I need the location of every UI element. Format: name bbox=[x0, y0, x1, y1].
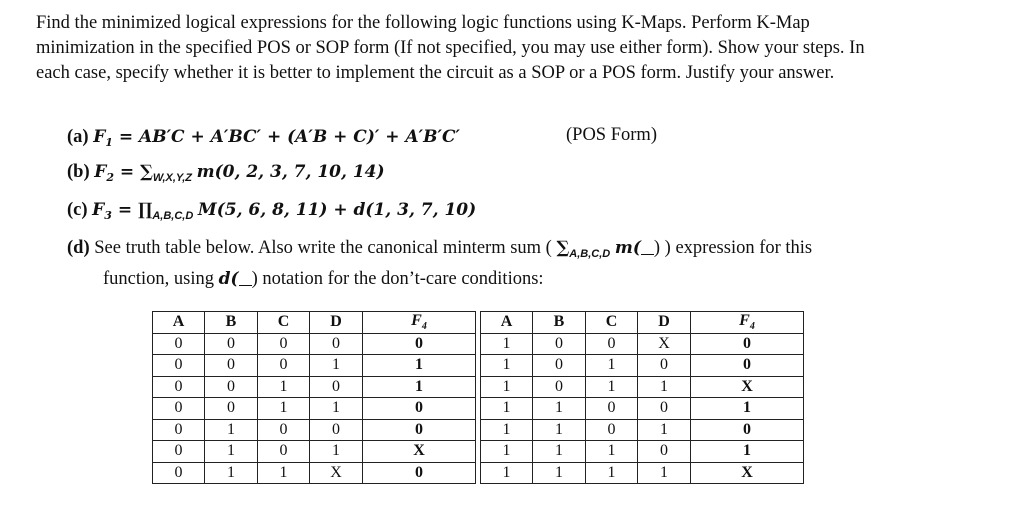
problem-b-label: (b) bbox=[67, 162, 90, 182]
table-row bbox=[153, 441, 476, 463]
problem-d-line2 bbox=[67, 267, 907, 292]
cell-a: 0 bbox=[153, 376, 205, 398]
cell-d: 1 bbox=[638, 462, 691, 484]
cell-a: 0 bbox=[153, 462, 205, 484]
header-c: C bbox=[586, 312, 638, 334]
table-row bbox=[481, 419, 804, 441]
problem-a-form: (POS Form) bbox=[566, 125, 657, 145]
problem-d-label: (d) bbox=[67, 238, 90, 258]
cell-d: 0 bbox=[638, 441, 691, 463]
problem-d-vars: A,B,C,D bbox=[569, 248, 611, 260]
cell-c: 1 bbox=[258, 376, 310, 398]
cell-f4: 0 bbox=[691, 355, 804, 377]
truth-table-right bbox=[480, 311, 804, 484]
cell-f4: 1 bbox=[691, 398, 804, 420]
header-c: C bbox=[258, 312, 310, 334]
table-row bbox=[153, 398, 476, 420]
header-f4: $F_4$ bbox=[691, 312, 804, 334]
problem-c-product-symbol: = ∏ bbox=[111, 200, 153, 220]
cell-b: 0 bbox=[205, 398, 258, 420]
header-d: D bbox=[638, 312, 691, 334]
table-row bbox=[153, 419, 476, 441]
cell-d: 1 bbox=[310, 441, 363, 463]
problem-d-text3: ) notation for the don’t-care conditions: bbox=[251, 269, 544, 289]
problem-c bbox=[67, 198, 476, 228]
problem-d bbox=[67, 236, 907, 292]
header-d: D bbox=[310, 312, 363, 334]
cell-d: 1 bbox=[638, 376, 691, 398]
cell-d: 1 bbox=[310, 398, 363, 420]
cell-a: 1 bbox=[481, 355, 533, 377]
cell-a: 0 bbox=[153, 441, 205, 463]
cell-a: 1 bbox=[481, 333, 533, 355]
problem-intro: Find the minimized logical expressions for the following logic functions using K-Maps. Perform K-Map minimization in the specified POS or SOP form (If not specified, you may use either form). Show your steps. In each case, specify whether it is better to implement the circuit as a SOP or a POS form. Justify your answer. bbox=[36, 13, 865, 83]
problem-d-close: ) ) expression for this bbox=[653, 238, 813, 258]
cell-f4: 0 bbox=[363, 398, 476, 420]
header-b: B bbox=[533, 312, 586, 334]
problem-b-sum-symbol: = ∑ bbox=[113, 162, 153, 182]
cell-a: 0 bbox=[153, 355, 205, 377]
cell-f4: 0 bbox=[363, 462, 476, 484]
cell-f4: X bbox=[691, 462, 804, 484]
cell-b: 1 bbox=[533, 419, 586, 441]
cell-c: 0 bbox=[258, 333, 310, 355]
problem-a bbox=[67, 125, 460, 155]
cell-b: 1 bbox=[205, 419, 258, 441]
cell-c: 1 bbox=[586, 441, 638, 463]
table-row bbox=[153, 462, 476, 484]
cell-d: 1 bbox=[638, 419, 691, 441]
cell-d: 0 bbox=[310, 376, 363, 398]
table-row bbox=[481, 441, 804, 463]
truth-table-left bbox=[152, 311, 476, 484]
cell-a: 0 bbox=[153, 419, 205, 441]
cell-d: 0 bbox=[638, 398, 691, 420]
problem-a-fname: F bbox=[93, 127, 106, 147]
problem-b-fname: F bbox=[94, 162, 107, 182]
table-row bbox=[481, 376, 804, 398]
cell-b: 0 bbox=[205, 333, 258, 355]
header-f4: $F_4$ bbox=[363, 312, 476, 334]
cell-d: 0 bbox=[310, 333, 363, 355]
cell-a: 1 bbox=[481, 376, 533, 398]
table-row bbox=[481, 333, 804, 355]
cell-c: 1 bbox=[586, 355, 638, 377]
problem-d-text2: function, using bbox=[103, 269, 214, 289]
problem-a-fsub: 1 bbox=[105, 136, 113, 149]
cell-d: 0 bbox=[638, 355, 691, 377]
cell-f4: 0 bbox=[363, 419, 476, 441]
problem-b-vars: W,X,Y,Z bbox=[152, 172, 192, 184]
table-row bbox=[481, 398, 804, 420]
problem-d-d-blank bbox=[239, 273, 252, 286]
problem-a-label: (a) bbox=[67, 127, 89, 147]
truth-table-header-row bbox=[153, 312, 476, 334]
cell-b: 0 bbox=[533, 376, 586, 398]
problem-d-m-blank bbox=[641, 242, 654, 255]
problem-b-expression: m(0, 2, 3, 7, 10, 14) bbox=[196, 162, 385, 182]
cell-d: 1 bbox=[310, 355, 363, 377]
problem-b-fsub: 2 bbox=[106, 171, 114, 184]
problem-b bbox=[67, 160, 385, 190]
header-b: B bbox=[205, 312, 258, 334]
cell-b: 0 bbox=[205, 355, 258, 377]
cell-b: 1 bbox=[533, 462, 586, 484]
cell-c: 0 bbox=[258, 441, 310, 463]
cell-a: 0 bbox=[153, 398, 205, 420]
cell-a: 1 bbox=[481, 419, 533, 441]
cell-c: 1 bbox=[586, 462, 638, 484]
cell-c: 1 bbox=[258, 462, 310, 484]
cell-c: 0 bbox=[586, 398, 638, 420]
cell-b: 1 bbox=[533, 398, 586, 420]
cell-c: 1 bbox=[586, 376, 638, 398]
cell-f4: 1 bbox=[363, 376, 476, 398]
cell-d: X bbox=[638, 333, 691, 355]
cell-c: 0 bbox=[586, 333, 638, 355]
problem-c-fname: F bbox=[92, 200, 105, 220]
cell-c: 0 bbox=[258, 419, 310, 441]
problem-d-text1: See truth table below. Also write the canonical minterm sum ( bbox=[94, 238, 552, 258]
cell-c: 0 bbox=[258, 355, 310, 377]
cell-c: 0 bbox=[586, 419, 638, 441]
header-a: A bbox=[153, 312, 205, 334]
cell-a: 1 bbox=[481, 462, 533, 484]
cell-b: 1 bbox=[205, 441, 258, 463]
problem-c-vars: A,B,C,D bbox=[152, 210, 194, 222]
cell-b: 1 bbox=[205, 462, 258, 484]
problem-a-expression: = AB′C + A′BC′ + (A′B + C)′ + A′B′C′ bbox=[112, 127, 460, 147]
cell-a: 1 bbox=[481, 441, 533, 463]
table-row bbox=[153, 376, 476, 398]
cell-b: 1 bbox=[533, 441, 586, 463]
problem-d-m: m( bbox=[614, 238, 641, 258]
cell-b: 0 bbox=[533, 355, 586, 377]
cell-f4: X bbox=[363, 441, 476, 463]
cell-f4: 0 bbox=[691, 419, 804, 441]
problem-c-label: (c) bbox=[67, 200, 88, 220]
table-row bbox=[481, 355, 804, 377]
cell-f4: 0 bbox=[691, 333, 804, 355]
problem-c-expression: M(5, 6, 8, 11) + d(1, 3, 7, 10) bbox=[197, 200, 477, 220]
cell-f4: 1 bbox=[363, 355, 476, 377]
problem-d-d: d( bbox=[218, 269, 239, 289]
cell-a: 0 bbox=[153, 333, 205, 355]
cell-d: X bbox=[310, 462, 363, 484]
problem-d-sum-symbol: ∑ bbox=[556, 238, 570, 258]
cell-c: 1 bbox=[258, 398, 310, 420]
cell-f4: 1 bbox=[691, 441, 804, 463]
cell-f4: X bbox=[691, 376, 804, 398]
table-row bbox=[481, 462, 804, 484]
cell-a: 1 bbox=[481, 398, 533, 420]
problem-c-fsub: 3 bbox=[104, 209, 112, 222]
table-row bbox=[153, 333, 476, 355]
header-a: A bbox=[481, 312, 533, 334]
cell-b: 0 bbox=[205, 376, 258, 398]
cell-b: 0 bbox=[533, 333, 586, 355]
cell-f4: 0 bbox=[363, 333, 476, 355]
cell-d: 0 bbox=[310, 419, 363, 441]
truth-table-header-row bbox=[481, 312, 804, 334]
table-row bbox=[153, 355, 476, 377]
